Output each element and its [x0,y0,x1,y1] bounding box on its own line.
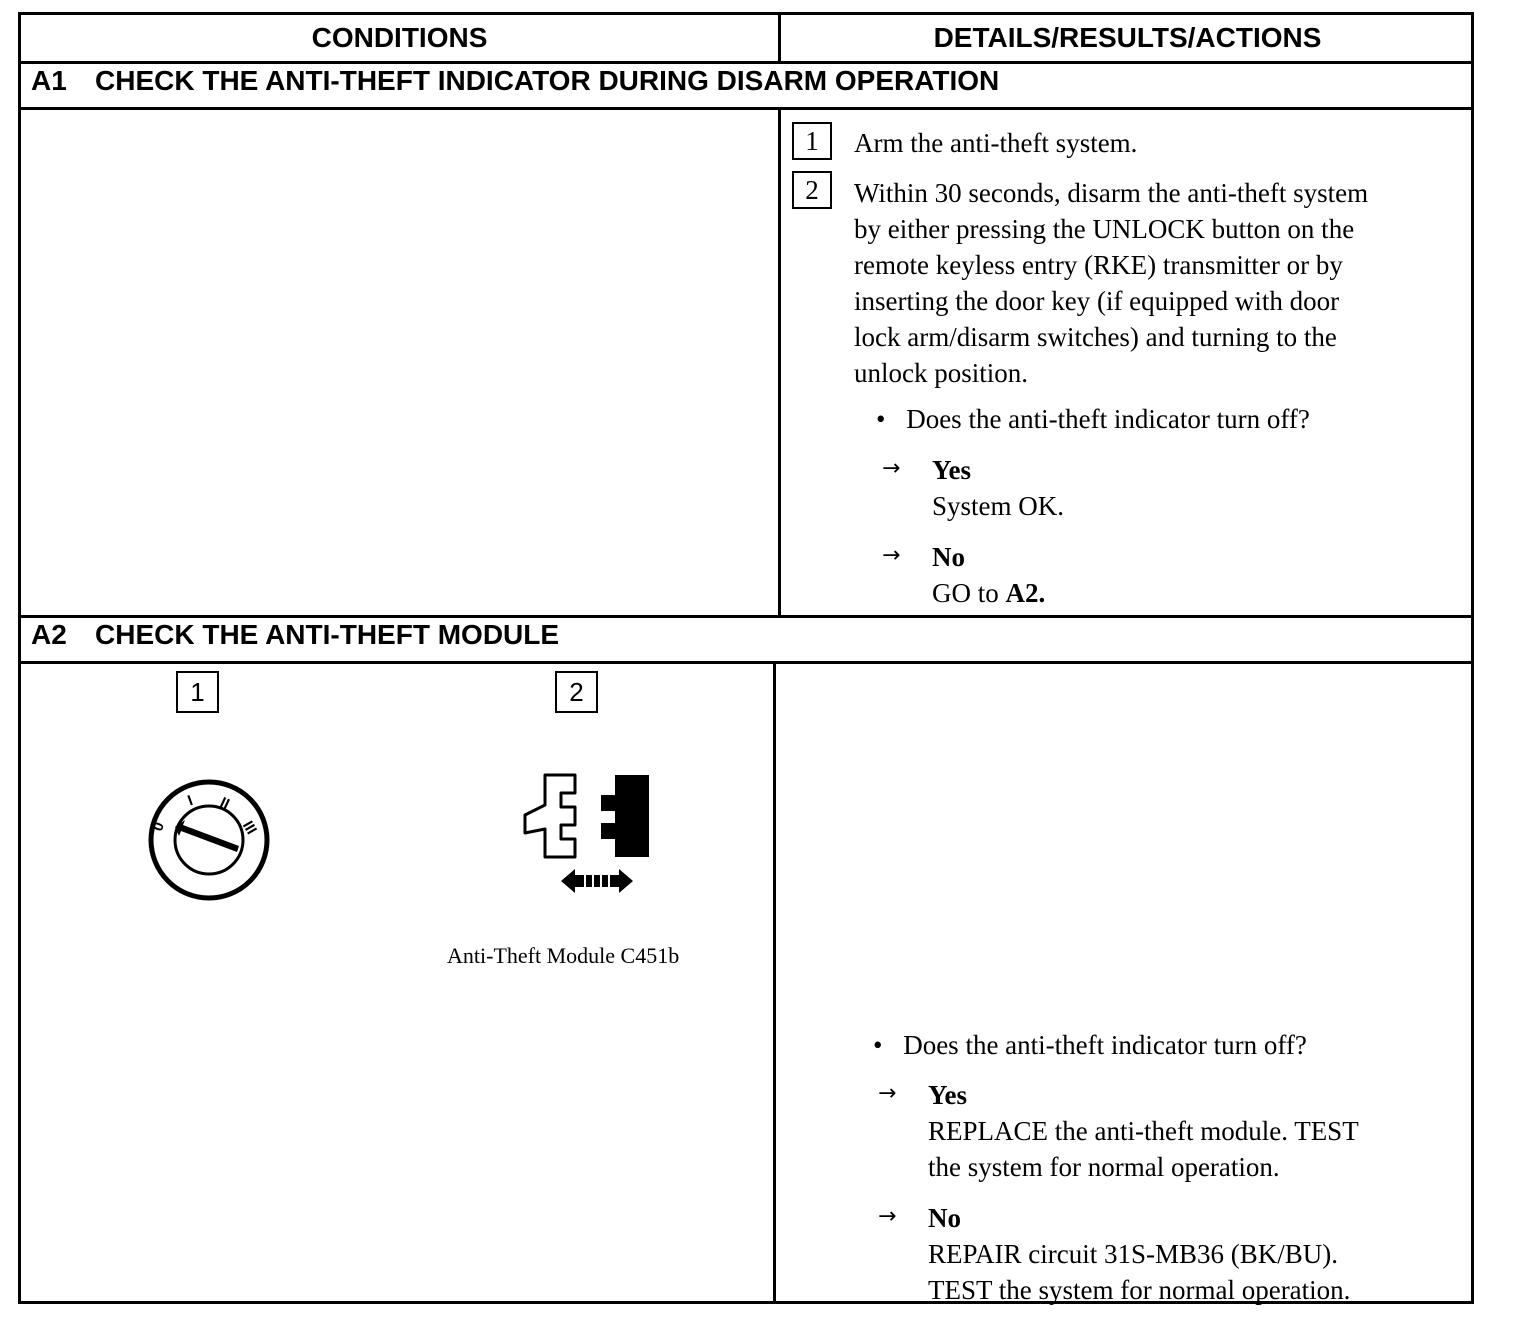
details-header: DETAILS/RESULTS/ACTIONS [933,22,1322,53]
a2-no-text [928,1236,1350,1308]
header-bottom-rule [21,61,1471,64]
arrow-right-icon: → [882,456,901,481]
diagnostic-table [18,12,1474,1304]
a1-question-text: Does the anti-theft indicator turn off? [906,404,1310,434]
a1-title: CHECK THE ANTI-THEFT INDICATOR DURING DISARM OPERATION [95,65,1000,96]
a1-yes-text: System OK. [932,491,1065,521]
a1-step2-line: Within 30 seconds, disarm the anti-theft system [854,178,1369,208]
header-divider [778,15,781,61]
a1-no-text [932,575,1045,611]
double-arrow-icon [561,869,633,893]
a1-no-text-prefix: GO to [932,578,1006,608]
a1-yes-label: Yes [932,455,971,485]
ignition-switch-icon [141,775,281,915]
a1-step2-line: lock arm/disarm switches) and turning to the [854,322,1337,352]
ignition-mark: 0 [149,819,169,834]
a2-step1-box: 1 [176,671,219,713]
a2-id: A2 [31,619,67,650]
a2-yes-line: the system for normal operation. [928,1152,1280,1182]
a1-no-text-ref: A2. [1005,578,1046,608]
a2-column-divider [773,661,776,1304]
a2-yes-line: REPLACE the anti-theft module. TEST [928,1116,1359,1146]
a1-step1-box: 1 [792,122,832,160]
a1-step2-line: unlock position. [854,358,1028,388]
a1-step2-text [854,175,1368,391]
a2-no-label: No [928,1203,961,1233]
a2-top-rule [21,615,1471,618]
connector-disconnect-icon [519,771,669,901]
arrow-right-icon: → [882,543,901,568]
connector-half-open [525,775,575,857]
connector-half-solid [601,775,649,857]
arrow-right-icon: → [878,1204,897,1229]
a2-no-line: TEST the system for normal operation. [928,1275,1351,1305]
a1-step2-box: 2 [792,171,832,209]
a1-step2-line: inserting the door key (if equipped with door [854,286,1340,316]
a1-step1-text: Arm the anti-theft system. [854,128,1138,158]
a1-column-divider [778,107,781,615]
a1-no-label: No [932,542,965,572]
a1-step2-line: by either pressing the UNLOCK button on the [854,214,1355,244]
a2-step2-box: 2 [555,671,598,713]
ignition-mark: III [238,818,260,838]
a2-yes-label: Yes [928,1080,967,1110]
ignition-mark: II [217,794,233,814]
a2-question-text: Does the anti-theft indicator turn off? [903,1030,1307,1060]
arrow-right-icon: → [878,1081,897,1106]
a2-no-line: REPAIR circuit 31S-MB36 (BK/BU). [928,1239,1339,1269]
a2-section-title [31,619,559,651]
a1-id: A1 [31,65,67,96]
a2-question [873,1027,1307,1063]
conditions-header: CONDITIONS [311,22,488,53]
a2-yes-text [928,1113,1359,1185]
bullet-icon: • [873,1030,883,1060]
ignition-mark: I [185,792,196,810]
a1-section-title [31,65,999,97]
bullet-icon: • [876,404,886,434]
a1-step2-line: remote keyless entry (RKE) transmitter or by [854,250,1343,280]
ignition-key-pointer [175,820,239,852]
a1-question [876,401,1310,437]
connector-caption: Anti-Theft Module C451b [447,943,680,968]
a2-title: CHECK THE ANTI-THEFT MODULE [95,619,560,650]
a2-title-rule [21,661,1471,664]
a1-title-rule [21,107,1471,110]
